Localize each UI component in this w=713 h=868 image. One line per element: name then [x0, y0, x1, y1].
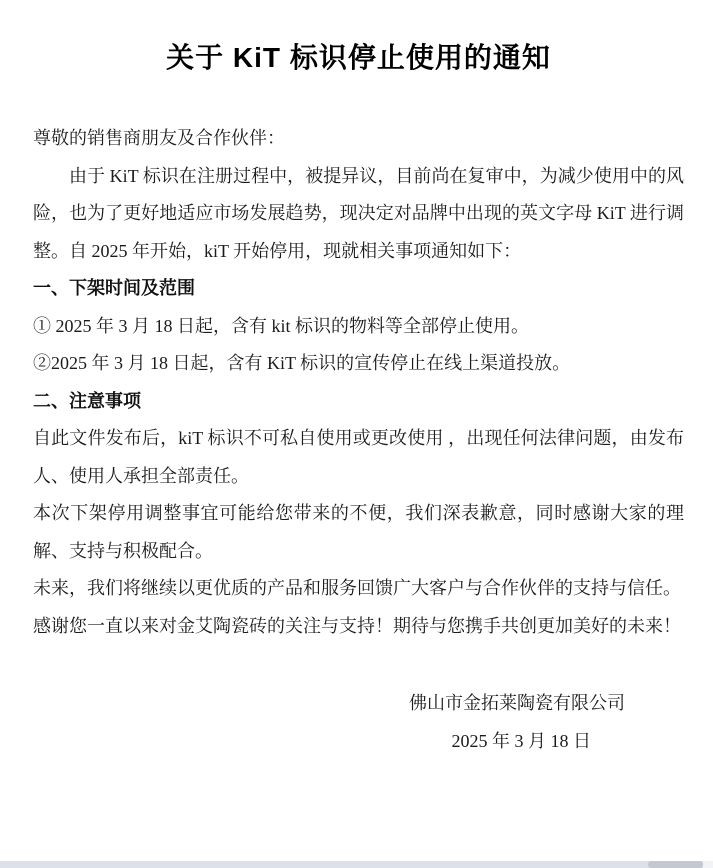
signature-company: 佛山市金拓莱陶瓷有限公司 [409, 693, 625, 713]
section-1-item-2: ②2025 年 3 月 18 日起，含有 KiT 标识的宣传停止在线上渠道投放。 [33, 353, 571, 373]
horizontal-scrollbar-thumb[interactable] [648, 861, 703, 868]
section-2-paragraph-1: 自此文件发布后，kiT 标识不可私自使用或更改使用 ，出现任何法律问题，由发布人、使用人承担全部责任。 [33, 428, 684, 486]
salutation-line: 尊敬的销售商朋友及合作伙伴： [33, 128, 285, 148]
document-title: 关于 KiT 标识停止使用的通知 [166, 42, 551, 73]
horizontal-scrollbar[interactable] [0, 861, 703, 868]
section-2-paragraph-2: 本次下架停用调整事宜可能给您带来的不便，我们深表歉意，同时感谢大家的理解、支持与积极配合。 [33, 503, 684, 561]
section-2-paragraph-3: 未来，我们将继续以更优质的产品和服务回馈广大客户与合作伙伴的支持与信任。 [33, 578, 681, 598]
section-2-paragraph-4: 感谢您一直以来对金艾陶瓷砖的关注与支持！期待与您携手共创更加美好的未来！ [33, 615, 681, 636]
section-1-item-1: ① 2025 年 3 月 18 日起，含有 kit 标识的物料等全部停止使用。 [33, 315, 529, 336]
intro-paragraph: 由于 KiT 标识在注册过程中，被提异议，目前尚在复审中，为减少使用中的风险，也为了更好地适应市场发展趋势，现决定对品牌中出现的英文字母 KiT 进行调整。自 2025 年开始，kiT 开始停用，现就相关事项通知如下： [33, 165, 684, 261]
section-1-heading: 一、下架时间及范围 [33, 278, 195, 298]
signature-date: 2025 年 3 月 18 日 [451, 730, 591, 751]
document-content [0, 36, 713, 760]
signature-block [33, 685, 684, 760]
document-body [33, 120, 684, 760]
scrollbar-corner [703, 861, 713, 868]
section-2-heading: 二、注意事项 [33, 390, 141, 411]
